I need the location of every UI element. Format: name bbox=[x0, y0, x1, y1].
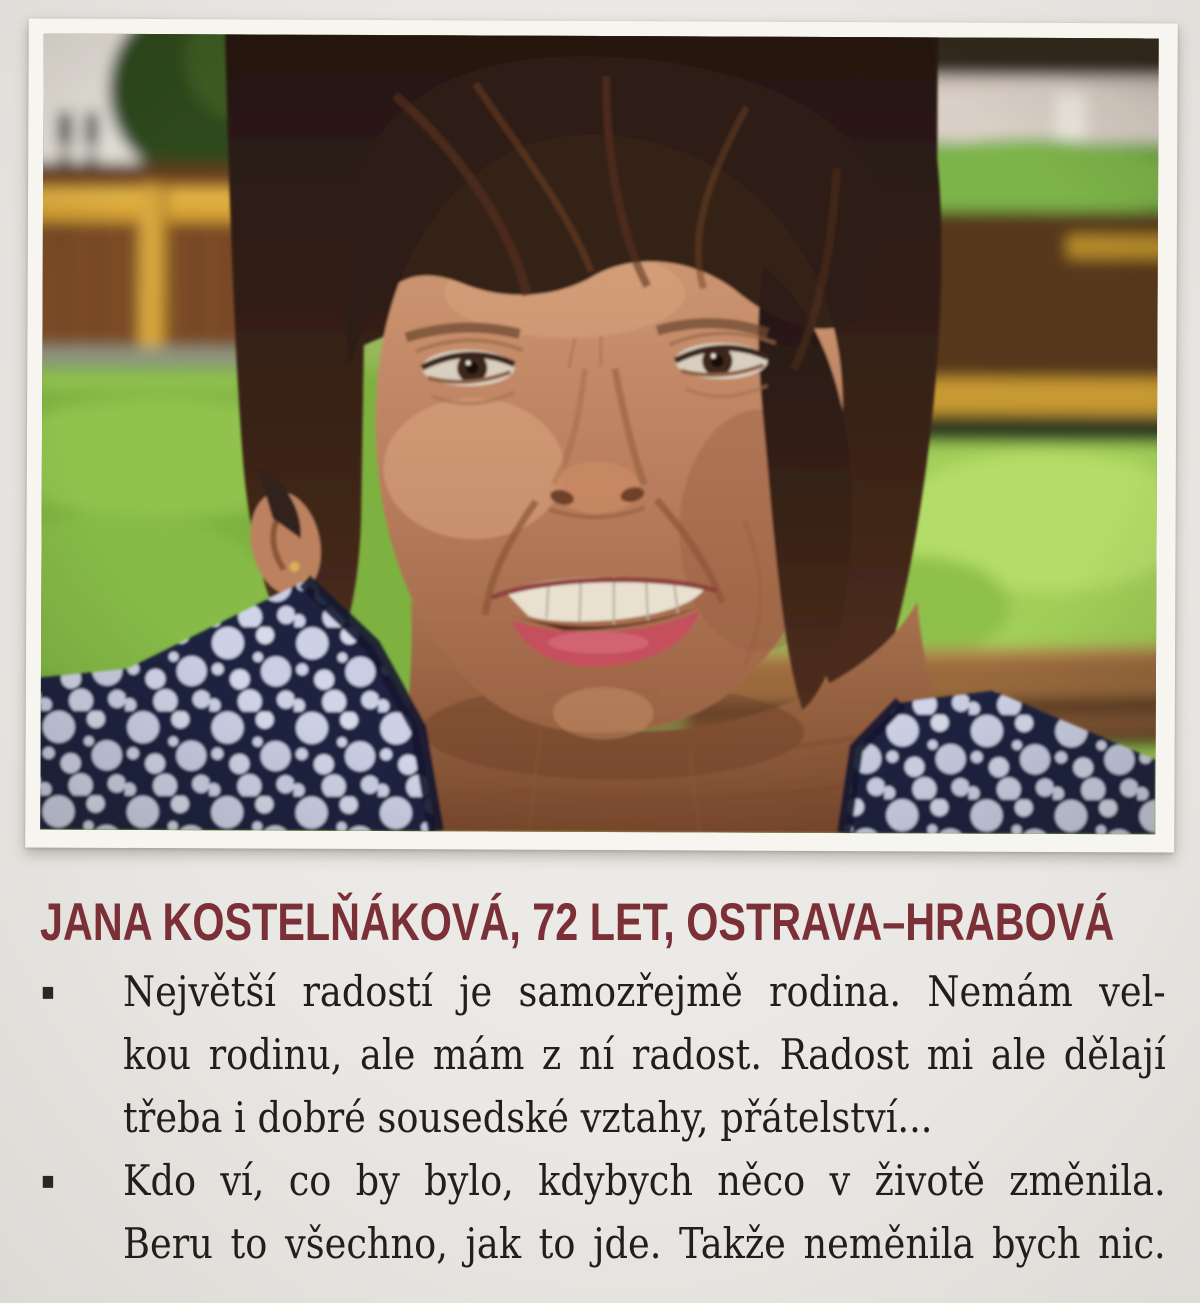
text-line: kou rodinu, ale mám z ní radost. Radost mi ale dělají bbox=[123, 1030, 1166, 1079]
text-line: třeba i dobré sousedské vztahy, přátelství... bbox=[123, 1093, 933, 1142]
bullet-item-2 bbox=[40, 1149, 1166, 1275]
headline: JANA KOSTELŇÁKOVÁ, 72 LET, OSTRAVA–HRABOVÁ bbox=[40, 893, 1115, 952]
portrait-photo bbox=[40, 34, 1158, 835]
bullet-text bbox=[123, 1149, 1166, 1275]
bullet-marker: ▪ bbox=[40, 977, 56, 1005]
photo-vignette bbox=[40, 34, 1158, 835]
text-line: Kdo ví, co by bylo, kdybych něco v životě změnila. bbox=[123, 1156, 1166, 1205]
text-line: Beru to všechno, jak to jde. Takže neměnila bych nic. bbox=[123, 1219, 1166, 1268]
text-line: Největší radostí je samozřejmě rodina. Nemám vel- bbox=[123, 967, 1166, 1016]
bullet-marker: ▪ bbox=[40, 1166, 56, 1194]
bullet-text bbox=[123, 960, 1166, 1149]
photo-area bbox=[40, 34, 1158, 835]
photo-print bbox=[25, 18, 1178, 852]
bullet-list bbox=[40, 960, 1166, 1275]
bullet-item-1 bbox=[40, 960, 1166, 1149]
